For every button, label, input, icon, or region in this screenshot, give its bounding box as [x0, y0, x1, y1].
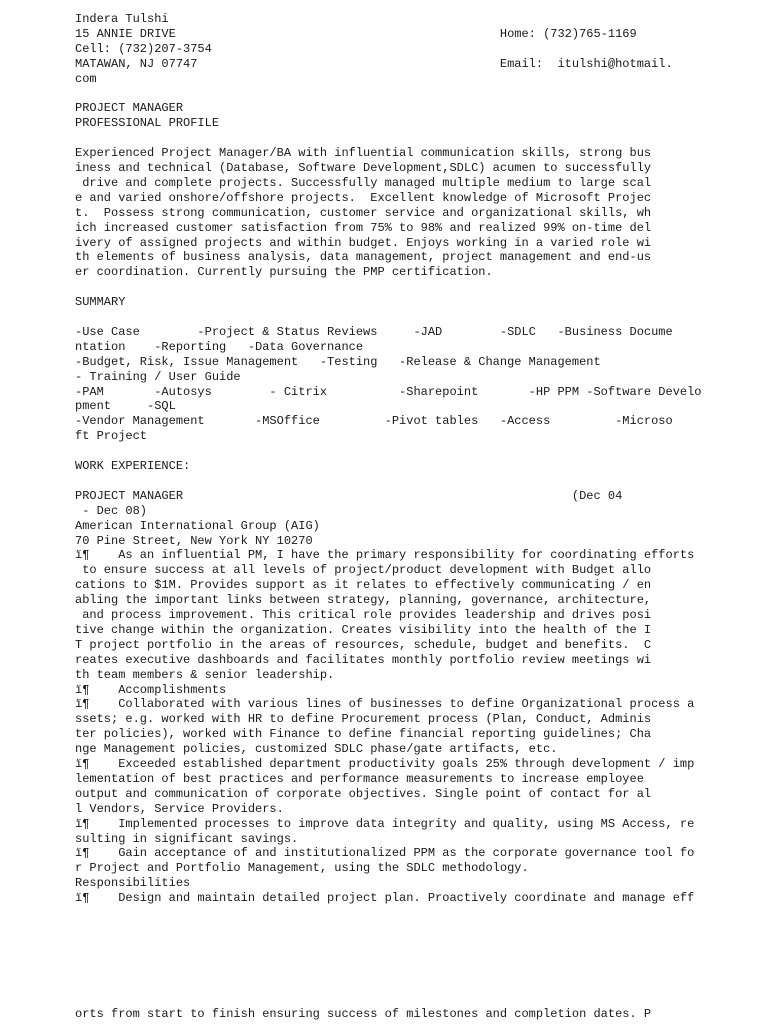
resume-line: com: [75, 71, 97, 86]
resume-line: cations to $1M. Provides support as it relates to effectively communicating / en: [75, 578, 652, 593]
resume-line: ntation -Reporting -Data Governance: [75, 339, 364, 354]
resume-line: er coordination. Currently pursuing the PMP certification.: [75, 265, 493, 280]
resume-line: drive and complete projects. Successfully managed multiple medium to large scal: [75, 175, 652, 190]
resume-line: tive change within the organization. Creates visibility into the health of the I: [75, 622, 652, 637]
resume-line: ter policies), worked with Finance to define financial reporting guidelines; Cha: [75, 727, 652, 742]
resume-line: -PAM -Autosys - Citrix -Sharepoint -HP PPM -Software Develo: [75, 384, 702, 399]
resume-line: PROJECT MANAGER: [75, 101, 184, 116]
resume-line: lementation of best practices and performance measurements to increase employee: [75, 771, 644, 786]
resume-line: T project portfolio in the areas of resources, schedule, budget and benefits. C: [75, 637, 652, 652]
resume-line: pment -SQL: [75, 399, 176, 414]
resume-line: American International Group (AIG): [75, 518, 320, 533]
resume-line: and process improvement. This critical role provides leadership and drives posi: [75, 608, 652, 622]
resume-line: Experienced Project Manager/BA with influential communication skills, strong bus: [75, 146, 652, 161]
resume-line: 15 ANNIE DRIVE Home: (732)765-1169: [75, 26, 637, 41]
resume-line: ssets; e.g. worked with HR to define Procurement process (Plan, Conduct, Adminis: [75, 712, 652, 727]
resume-line: ï¶ As an influential PM, I have the primary responsibility for coordinating efforts: [75, 548, 695, 563]
resume-line: -Use Case -Project & Status Reviews -JAD -SDLC -Business Docume: [75, 324, 673, 339]
resume-line: e and varied onshore/offshore projects. Excellent knowledge of Microsoft Projec: [75, 190, 652, 205]
resume-line: th team members & senior leadership.: [75, 667, 335, 682]
resume-line: ï¶ Accomplishments: [75, 682, 227, 697]
resume-line: output and communication of corporate objectives. Single point of contact for al: [75, 786, 652, 801]
resume-line: Cell: (732)207-3754: [75, 41, 212, 56]
resume-line: r Project and Portfolio Management, using the SDLC methodology.: [75, 861, 529, 876]
resume-line: PROFESSIONAL PROFILE: [75, 116, 220, 131]
continuation-line: orts from start to finish ensuring success of milestones and completion dates. P: [75, 1007, 652, 1021]
resume-line: Responsibilities: [75, 876, 191, 891]
resume-line: Indera Tulshi: [75, 12, 169, 26]
resume-line: WORK EXPERIENCE:: [75, 459, 191, 473]
resume-line: PROJECT MANAGER (Dec 04: [75, 488, 623, 503]
resume-line: ï¶ Collaborated with various lines of businesses to define Organizational process a: [75, 697, 695, 712]
resume-line: -Vendor Management -MSOffice -Pivot tables -Access -Microso: [75, 414, 673, 429]
resume-line: abling the important links between strategy, planning, governance, architecture,: [75, 593, 652, 608]
resume-line: l Vendors, Service Providers.: [75, 801, 284, 816]
resume-line: ivery of assigned projects and within budget. Enjoys working in a varied role wi: [75, 235, 652, 250]
resume-line: ï¶ Exceeded established department productivity goals 25% through development / imp: [75, 757, 695, 771]
resume-line: ï¶ Implemented processes to improve data integrity and quality, using MS Access, re: [75, 816, 695, 831]
resume-line: ï¶ Design and maintain detailed project plan. Proactively coordinate and manage eff: [75, 891, 695, 906]
resume-line: ft Project: [75, 429, 148, 444]
resume-line: ich increased customer satisfaction from 75% to 98% and realized 99% on-time del: [75, 220, 652, 235]
resume-line: to ensure success at all levels of project/product development with Budget allo: [75, 563, 652, 578]
resume-line: - Dec 08): [75, 503, 148, 518]
resume-line: th elements of business analysis, data management, project management and end-us: [75, 250, 652, 265]
resume-line: -Budget, Risk, Issue Management -Testing -Release & Change Management: [75, 354, 601, 369]
resume-line: 70 Pine Street, New York NY 10270: [75, 533, 313, 548]
resume-line: iness and technical (Database, Software Development,SDLC) acumen to successfully: [75, 161, 652, 175]
resume-line: reates executive dashboards and facilitates monthly portfolio review meetings wi: [75, 652, 652, 667]
resume-line: sulting in significant savings.: [75, 831, 299, 846]
resume-line: - Training / User Guide: [75, 369, 241, 384]
resume-line: ï¶ Gain acceptance of and institutionalized PPM as the corporate governance tool fo: [75, 846, 695, 861]
resume-line: t. Possess strong communication, customer service and organizational skills, wh: [75, 205, 652, 220]
resume-line: nge Management policies, customized SDLC phase/gate artifacts, etc.: [75, 742, 558, 757]
resume-line: SUMMARY: [75, 295, 126, 310]
resume-line: MATAWAN, NJ 07747 Email: itulshi@hotmail.: [75, 56, 673, 71]
